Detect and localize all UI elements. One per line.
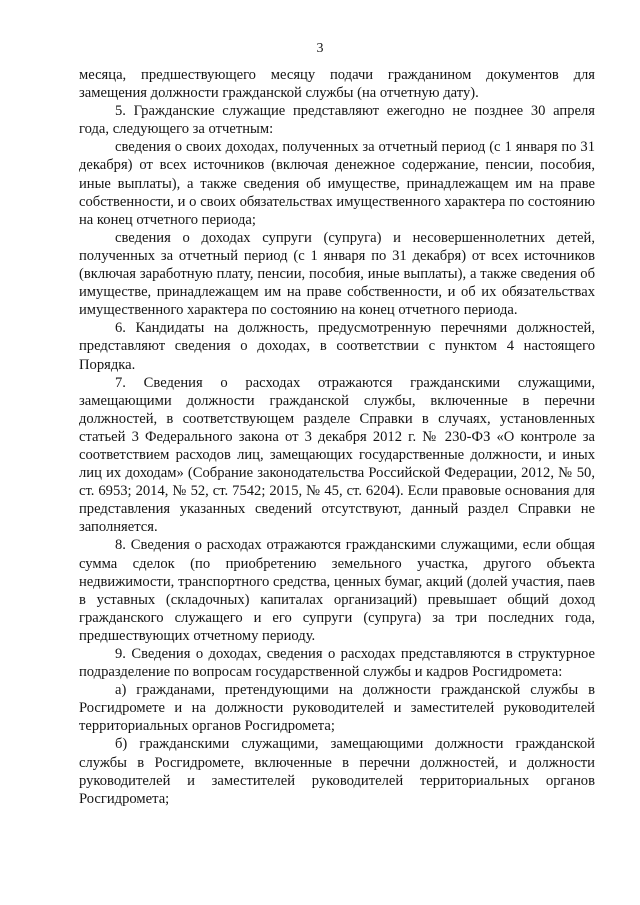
paragraph-5-item-own-income: сведения о своих доходах, полученных за отчетный период (с 1 января по 31 декабря) от всех источников (включая денежное содержание, пенсии, пособия, иные выплаты), а также сведения об имуществе, принадлежащем им на праве собственности, и о своих обязательствах имущественного характера по состоянию на конец отчетного периода;	[79, 139, 595, 228]
paragraph-5-item-family-income: сведения о доходах супруги (супруга) и несовершеннолетних детей, полученных за отчетный период (с 1 января по 31 декабря) от всех источников (включая заработную плату, пенсии, пособия, иные выплаты), а также сведения об имуществе, принадлежащем им на праве собственности, и об их обязательствах имущественного характера по состоянию на конец отчетного периода.	[79, 229, 595, 319]
paragraph-9-item-a: а) гражданами, претендующими на должности гражданской службы в Росгидромете и на должности руководителей и заместителей руководителей территориальных органов Росгидромета;	[79, 682, 595, 735]
document-body	[79, 66, 595, 808]
paragraph-9: 9. Сведения о доходах, сведения о расходах представляются в структурное подразделение по вопросам государственной службы и кадров Росгидромета:	[79, 646, 595, 681]
paragraph-8: 8. Сведения о расходах отражаются гражданскими служащими, если общая сумма сделок (по приобретению земельного участка, другого объекта недвижимости, транспортного средства, ценных бумаг, акций (долей участия, паев в уставных (складочных) капиталах организаций) превышает общий доход гражданского служащего и его супруги (супруга) за три последних года, предшествующих отчетному периоду.	[79, 537, 595, 644]
paragraph-9-item-b: б) гражданскими служащими, замещающими должности гражданской службы в Росгидромете, включенные в перечни должностей, и должности руководителей и заместителей руководителей территориальных органов Росгидромета;	[79, 736, 595, 807]
paragraph-7: 7. Сведения о расходах отражаются гражданскими служащими, замещающими должности гражданской службы, включенные в перечни должностей, в соответствующем разделе Справки в случаях, установленных статьей 3 Федерального закона от 3 декабря 2012 г. № 230-ФЗ «О контроле за соответствием расходов лиц, замещающих государственные должности, и иных лиц их доходам» (Собрание законодательства Российской Федерации, 2012, № 50, ст. 6953; 2014, № 52, ст. 7542; 2015, № 45, ст. 6204). Если правовые основания для представления указанных сведений отсутствуют, данный раздел Справки не заполняется.	[79, 374, 595, 536]
page-number: 3	[316, 41, 324, 56]
paragraph-6: 6. Кандидаты на должность, предусмотренную перечнями должностей, представляют сведения о доходах, в соответствии с пунктом 4 настоящего Порядка.	[79, 320, 595, 373]
paragraph-continuation: месяца, предшествующего месяцу подачи гражданином документов для замещения должности гражданской службы (на отчетную дату).	[79, 67, 595, 102]
paragraph-5: 5. Гражданские служащие представляют ежегодно не позднее 30 апреля года, следующего за отчетным:	[79, 103, 595, 138]
